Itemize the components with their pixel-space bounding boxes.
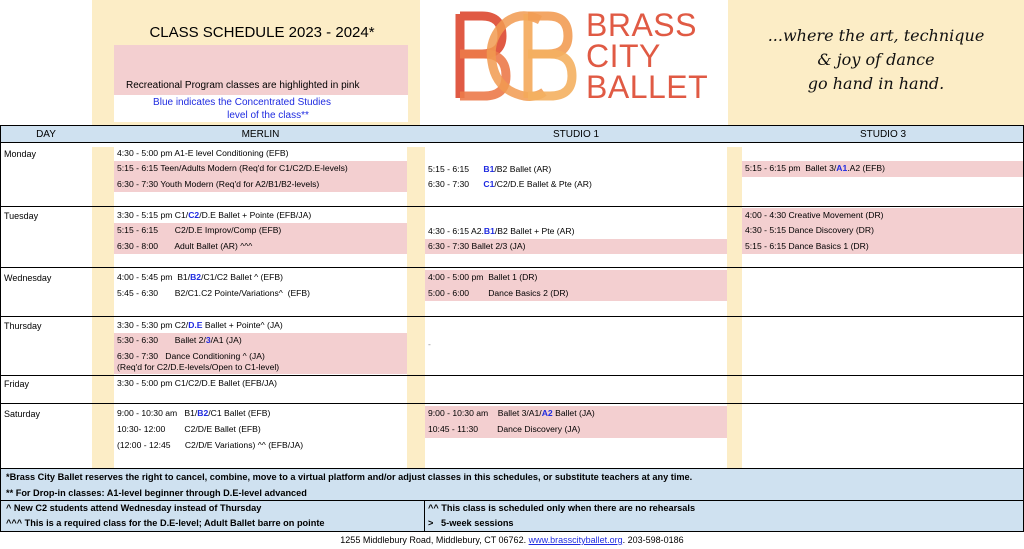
schedule-table — [0, 125, 1024, 468]
text: /B2 Ballet (AR) — [494, 164, 552, 174]
tuesday-merlin-1 — [114, 208, 407, 223]
phone-text: . 203-598-0186 — [622, 535, 684, 545]
text: /A1 (JA) — [210, 335, 242, 345]
table-border-left — [0, 125, 1, 468]
concentrated-level: B2 — [197, 408, 209, 418]
recreational-note: Recreational Program classes are highlighted in pink — [126, 80, 360, 91]
text: 5:30 - 6:30 Ballet 2/ — [117, 335, 206, 345]
tagline-line1: ...where the art, technique — [767, 26, 985, 45]
wednesday-studio1-1: 4:00 - 5:00 pm Ballet 1 (DR) — [425, 270, 727, 286]
footer-note-sessions: > 5-week sessions — [428, 518, 514, 528]
header — [0, 0, 1024, 125]
column-header-day: DAY — [36, 129, 56, 140]
wednesday-merlin-2: 5:45 - 6:30 B2/C1.C2 Pointe/Variations^ (EFB) — [117, 288, 311, 298]
concentrated-level: B1 — [483, 226, 495, 236]
saturday-merlin-3: (12:00 - 12:45 C2/D/E Variations) ^^ (EFB/JA) — [117, 440, 304, 450]
wednesday-studio1-2: 5:00 - 6:00 Dance Basics 2 (DR) — [425, 286, 727, 301]
brand-name-line3: BALLET — [586, 69, 709, 105]
wednesday-merlin-1 — [114, 270, 407, 285]
text: (Req'd for C2/D.E-levels/Open to C1-level) — [117, 362, 280, 372]
text: .A2 (EFB) — [847, 163, 885, 173]
text: /C1 Ballet (EFB) — [208, 408, 271, 418]
monday-merlin-2: 5:15 - 6:15 Teen/Adults Modern (Req'd for C1/C2/D.E-levels) — [114, 161, 407, 177]
tuesday-merlin-2: 5:15 - 6:15 C2/D.E Improv/Comp (EFB) — [114, 223, 407, 239]
tuesday-merlin-3: 6:30 - 8:00 Adult Ballet (AR) ^^^ — [114, 239, 407, 254]
text: 5:15 - 6:15 — [428, 164, 484, 174]
tuesday-studio3-2: 4:30 - 5:15 Dance Discovery (DR) — [742, 223, 1024, 239]
tuesday-studio3-1: 4:00 - 4:30 Creative Movement (DR) — [742, 208, 1024, 223]
address-line — [0, 533, 1024, 547]
column-header-studio1: STUDIO 1 — [552, 129, 600, 140]
monday-studio1-1 — [425, 162, 727, 177]
tuesday-studio1-1 — [425, 224, 727, 239]
tagline-line2: & joy of dance — [817, 50, 935, 69]
footer-note-reserve: *Brass City Ballet reserves the right to cancel, combine, move to a virtual platform and/or adjust classes in this schedules, or substitute teachers at any time. — [6, 472, 693, 482]
gutter-left — [92, 147, 114, 468]
text: /C2/D.E Ballet & Pte (AR) — [494, 179, 592, 189]
text: Ballet + Pointe^ (JA) — [202, 320, 283, 330]
concentrated-level: D.E — [188, 320, 203, 330]
text: 4:30 - 6:15 A2. — [428, 226, 484, 236]
text: 3:30 - 5:30 pm C2/ — [117, 320, 189, 330]
day-thursday: Thursday — [4, 321, 42, 331]
brand-name-line2: CITY — [586, 38, 661, 74]
logo — [448, 6, 708, 106]
thursday-merlin-1 — [114, 318, 407, 333]
row-divider — [0, 267, 1024, 268]
text: Ballet (JA) — [552, 408, 595, 418]
footer-note-rehearsals: ^^ This class is scheduled only when there are no rehearsals — [428, 503, 696, 513]
day-saturday: Saturday — [4, 409, 41, 419]
concentrated-level: B2 — [190, 272, 202, 282]
gutter-mid-right — [727, 147, 742, 468]
tuesday-studio1-2: 6:30 - 7:30 Ballet 2/3 (JA) — [425, 239, 727, 254]
address-text: 1255 Middlebury Road, Middlebury, CT 06762. — [340, 535, 527, 545]
day-monday: Monday — [4, 149, 37, 159]
friday-merlin-1: 3:30 - 5:00 pm C1/C2/D.E Ballet (EFB/JA) — [117, 378, 277, 388]
saturday-studio1-1 — [425, 406, 727, 422]
bcb-logo-mark-icon — [448, 6, 578, 106]
saturday-merlin-1 — [114, 406, 407, 421]
concentrated-level: C1 — [483, 179, 495, 189]
row-divider — [0, 316, 1024, 317]
concentrated-level: C2 — [188, 210, 200, 220]
concentrated-note-line2: level of the class** — [227, 110, 309, 121]
day-tuesday: Tuesday — [4, 211, 39, 221]
tuesday-studio3-3: 5:15 - 6:15 Dance Basics 1 (DR) — [742, 239, 1024, 254]
monday-studio3-1 — [742, 161, 1024, 177]
row-divider — [0, 403, 1024, 404]
text: /C1/C2 Ballet ^ (EFB) — [201, 272, 283, 282]
text: 3:30 - 5:15 pm C1/ — [117, 210, 189, 220]
page-title: CLASS SCHEDULE 2023 - 2024* — [149, 24, 375, 41]
monday-merlin-1: 4:30 - 5:00 pm A1-E level Conditioning (EFB) — [117, 148, 289, 158]
concentrated-level: A1 — [836, 163, 848, 173]
text: 5:15 - 6:15 pm Ballet 3/ — [745, 163, 837, 173]
tagline-line3: go hand in hand. — [807, 74, 945, 93]
footer-note-required: ^^^ This is a required class for the D.E-level; Adult Ballet barre on pointe — [6, 518, 325, 528]
website-link[interactable]: www.brasscityballet.org — [528, 535, 623, 545]
concentrated-level: B1 — [483, 164, 495, 174]
concentrated-level: A2 — [541, 408, 553, 418]
brand-name-line1: BRASS — [586, 7, 697, 43]
gutter-mid-left — [407, 147, 425, 468]
monday-studio1-2 — [425, 177, 727, 192]
saturday-studio1-2: 10:45 - 11:30 Dance Discovery (JA) — [425, 422, 727, 438]
concentrated-level: 3 — [205, 335, 211, 345]
footer-note-dropin: ** For Drop-in classes: A1-level beginner through D.E-level advanced — [6, 488, 307, 498]
thursday-merlin-3 — [114, 349, 407, 374]
day-friday: Friday — [4, 379, 30, 389]
day-wednesday: Wednesday — [4, 273, 52, 283]
text: 6:30 - 7:30 — [428, 179, 484, 189]
column-header-studio3: STUDIO 3 — [859, 129, 907, 140]
text: 9:00 - 10:30 am B1/ — [117, 408, 198, 418]
column-header-merlin: MERLIN — [241, 129, 280, 140]
text: /B2 Ballet + Pte (AR) — [494, 226, 575, 236]
text: 6:30 - 7:30 Dance Conditioning ^ (JA) — [117, 351, 265, 361]
text: /D.E Ballet + Pointe (EFB/JA) — [199, 210, 312, 220]
footer-note-c2: ^ New C2 students attend Wednesday instead of Thursday — [6, 503, 262, 513]
saturday-merlin-2: 10:30- 12:00 C2/D/E Ballet (EFB) — [117, 424, 261, 434]
thursday-studio1-1: - — [428, 339, 431, 349]
thursday-merlin-2 — [114, 333, 407, 349]
text: 9:00 - 10:30 am Ballet 3/A1/ — [428, 408, 542, 418]
concentrated-note-line1: Blue indicates the Concentrated Studies — [153, 97, 331, 108]
monday-merlin-3: 6:30 - 7:30 Youth Modern (Req'd for A2/B1/B2-levels) — [114, 177, 407, 192]
row-divider — [0, 206, 1024, 207]
text: 4:00 - 5:45 pm B1/ — [117, 272, 191, 282]
